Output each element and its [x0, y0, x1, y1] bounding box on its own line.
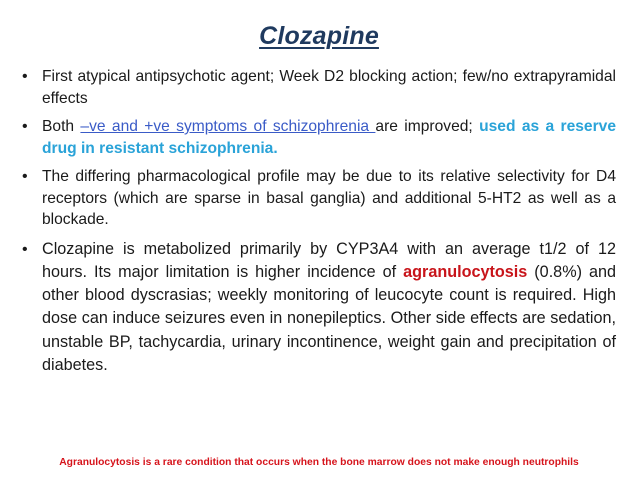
bullet-text-after: (0.8%) and other blood dyscrasias; weekly monitoring of leucocyte count is required. High dose can induce seizures even in nonepileptics. Other side effects are sedation, unstable BP, tachycardia, urinary incontinence, weight gain and precipitation of diabetes.	[42, 262, 616, 374]
bullet-text: The differing pharmacological profile may be due to its relative selectivity for D4 receptors (which are sparse in basal ganglia) and additional 5-HT2 as well as a blockade.	[42, 168, 616, 228]
bullet-text-before: Clozapine is metabolized primarily by CYP3A4 with an average t1/2 of 12 hours. Its major limitation is higher incidence of	[42, 239, 616, 281]
bullet-text: First atypical antipsychotic agent; Week D2 blocking action; few/no extrapyramidal effects	[42, 68, 616, 107]
symptoms-link[interactable]: –ve and +ve symptoms of schizophrenia	[80, 118, 376, 135]
bullet-text-before: Both	[42, 118, 81, 135]
slide-title: Clozapine	[259, 22, 379, 50]
bullet-dot-icon: •	[22, 118, 28, 135]
agranulocytosis-emphasis: agranulocytosis	[403, 262, 528, 281]
bullet-item-symptoms	[22, 116, 616, 159]
reserve-drug-highlight: used as a reserve drug in resistant schizophrenia.	[42, 118, 616, 157]
bullet-dot-icon: •	[22, 240, 28, 258]
bullet-item-atypical-agent	[22, 66, 616, 109]
bullet-item-metabolism	[22, 238, 616, 378]
bullet-dot-icon: •	[22, 68, 28, 85]
bullet-item-pharmacology	[22, 166, 616, 231]
bullet-text-middle: are improved;	[375, 118, 480, 135]
bullet-list	[22, 66, 616, 384]
footnote: Agranulocytosis is a rare condition that occurs when the bone marrow does not make enough neutrophils	[59, 457, 579, 468]
bullet-dot-icon: •	[22, 168, 28, 185]
